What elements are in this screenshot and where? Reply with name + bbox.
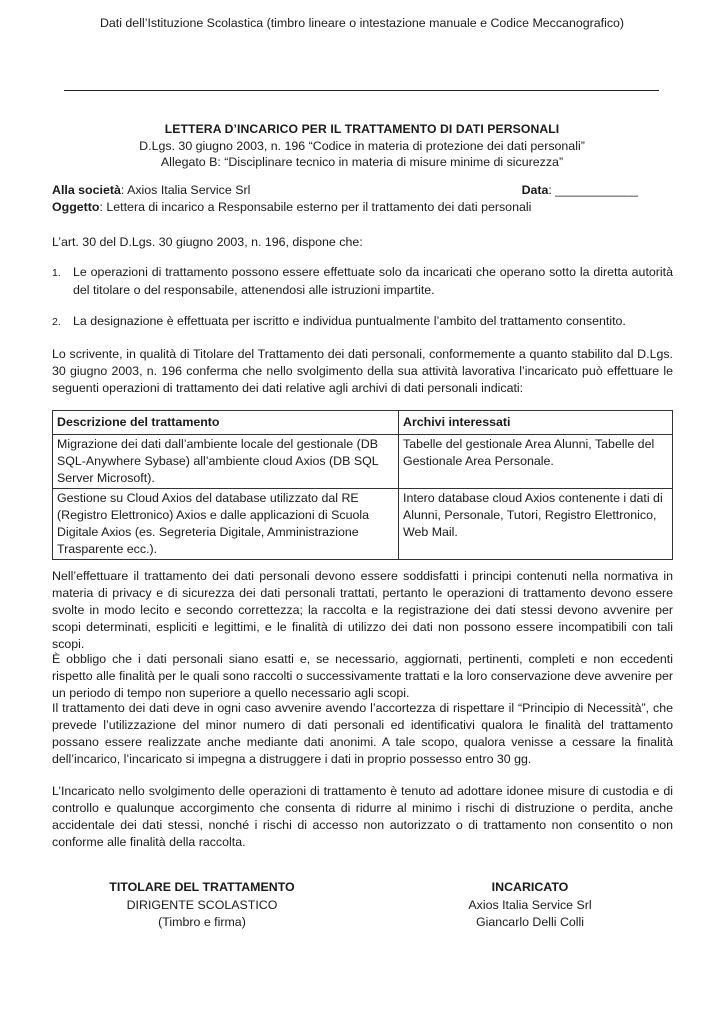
list-text: La designazione è effettuata per iscritto e individua puntualmente l’ambito del trattamento consentito. (73, 314, 626, 328)
date (522, 182, 638, 199)
paragraph-scrivente: Lo scrivente, in qualità di Titolare del Trattamento dei dati personali, conformemente a quanto stabilito dal D.Lgs. 30 giugno 2003, n. 196 conferma che nello svolgimento della sua attività lavorativa l’incaricato può effettuare le seguenti operazioni di trattamento dei dati relative agli archivi di dati personali indicati: (52, 347, 673, 395)
signature-block-incaricato (420, 879, 640, 932)
signature-block-titolare (92, 879, 312, 932)
table-cell: Intero database cloud Axios contenente i dati di Alunni, Personale, Tutori, Registro Elettronico, Web Mail. (399, 489, 673, 560)
header-divider (64, 90, 659, 91)
paragraph-obbligo: È obbligo che i dati personali siano esatti e, se necessario, aggiornati, pertinenti, completi e non eccedenti rispetto alle finalità per le quali sono raccolti o successivamente trattati e la loro conservazione deve avvenire per un periodo di tempo non superiore a quello necessario agli scopi. (52, 652, 673, 700)
title-block (0, 121, 724, 171)
table-header-cell: Descrizione del trattamento (53, 411, 399, 435)
signature-company: Axios Italia Service Srl (468, 897, 592, 912)
title-annex-reference: Allegato B: “Disciplinare tecnico in materia di misure minime di sicurezza” (160, 155, 564, 169)
list-number: 2. (52, 316, 61, 328)
intro-paragraph: L’art. 30 del D.Lgs. 30 giugno 2003, n. 196, dispone che: (52, 235, 363, 249)
subject-value: : Lettera di incarico a Responsabile esterno per il trattamento dei dati personali (99, 200, 532, 214)
table-row (53, 489, 673, 560)
recipient-date-row (52, 182, 673, 199)
recipient (52, 182, 250, 199)
list-text: Le operazioni di trattamento possono essere effettuate solo da incaricati che operano sotto la diretta autorità del titolare o del responsabile, attenendosi alle istruzioni impartite. (73, 265, 673, 297)
list-item (52, 313, 673, 331)
letter-meta (52, 182, 673, 216)
table-cell: Migrazione dei dati dall’ambiente locale del gestionale (DB SQL-Anywhere Sybase) all’ambiente cloud Axios (DB SQL Server Microsoft). (53, 435, 399, 489)
table-header-row (53, 411, 673, 435)
signature-role: DIRIGENTE SCOLASTICO (126, 897, 278, 912)
subject-label: Oggetto (52, 200, 100, 214)
document-title: LETTERA D’INCARICO PER IL TRATTAMENTO DI DATI PERSONALI (164, 122, 560, 136)
recipient-label: Alla società (52, 183, 121, 197)
list-number: 1. (52, 267, 61, 279)
paragraph-custodia: L’Incaricato nello svolgimento delle operazioni di trattamento è tenuto ad adottare idonee misure di custodia e di controllo e qualunque accorgimento che consenta di ridurre al minimo i rischi di distruzione o perdita, anche accidentale dei dati stessi, nonché i rischi di accesso non autorizzato o di trattamento non consentito o non conforme alle finalità della raccolta. (52, 784, 673, 849)
signature-title: TITOLARE DEL TRATTAMENTO (109, 880, 295, 894)
list-item (52, 264, 673, 299)
title-law-reference: D.Lgs. 30 giugno 2003, n. 196 “Codice in materia di protezione dei dati personali” (139, 138, 585, 153)
table-row (53, 435, 673, 489)
signature-person: Giancarlo Delli Colli (475, 915, 585, 929)
treatment-table (52, 410, 673, 560)
table-cell: Tabelle del gestionale Area Alunni, Tabelle del Gestionale Area Personale. (399, 435, 673, 489)
paragraph-principi: Nell’effettuare il trattamento dei dati personali devono essere soddisfatti i principi contenuti nella normativa in materia di privacy e di sicurezza dei dati personali trattati, pertanto le operazioni di trattamento devono essere svolte in modo lecito e secondo correttezza; la raccolta e la registrazione dei dati stessi devono avvenire per scopi determinati, espliciti e legittimi, e le finalità di utilizzo dei dati non possono essere incompatibili con tali scopi. (52, 569, 673, 651)
date-label: Data (521, 183, 549, 197)
paragraph-necessita: Il trattamento dei dati deve in ogni caso avvenire avendo l’accortezza di rispettare il “Principio di Necessità”, che prevede l’utilizzazione del minor numero di dati personali ed identificativi qualora le finalità del trattamento possano essere realizzate anche mediante dati anonimi. A tale scopo, qualora venisse a cessare la finalità dell’incarico, l’incaricato si impegna a distruggere i dati in proprio possesso entro 30 gg. (52, 701, 673, 766)
table-header-cell: Archivi interessati (399, 411, 673, 435)
signature-title: INCARICATO (491, 880, 569, 894)
recipient-value: : Axios Italia Service Srl (120, 183, 251, 197)
institution-header: Dati dell’Istituzione Scolastica (timbro lineare o intestazione manuale e Codice Meccanografico) (99, 16, 625, 30)
table-cell: Gestione su Cloud Axios del database utilizzato dal RE (Registro Elettronico) Axios e dalle applicazioni di Scuola Digitale Axios (es. Segreteria Digitale, Amministrazione Trasparente ecc.). (53, 489, 399, 560)
date-value: : ____________ (548, 183, 638, 197)
signature-note: (Timbro e firma) (158, 915, 246, 929)
subject (52, 199, 673, 216)
